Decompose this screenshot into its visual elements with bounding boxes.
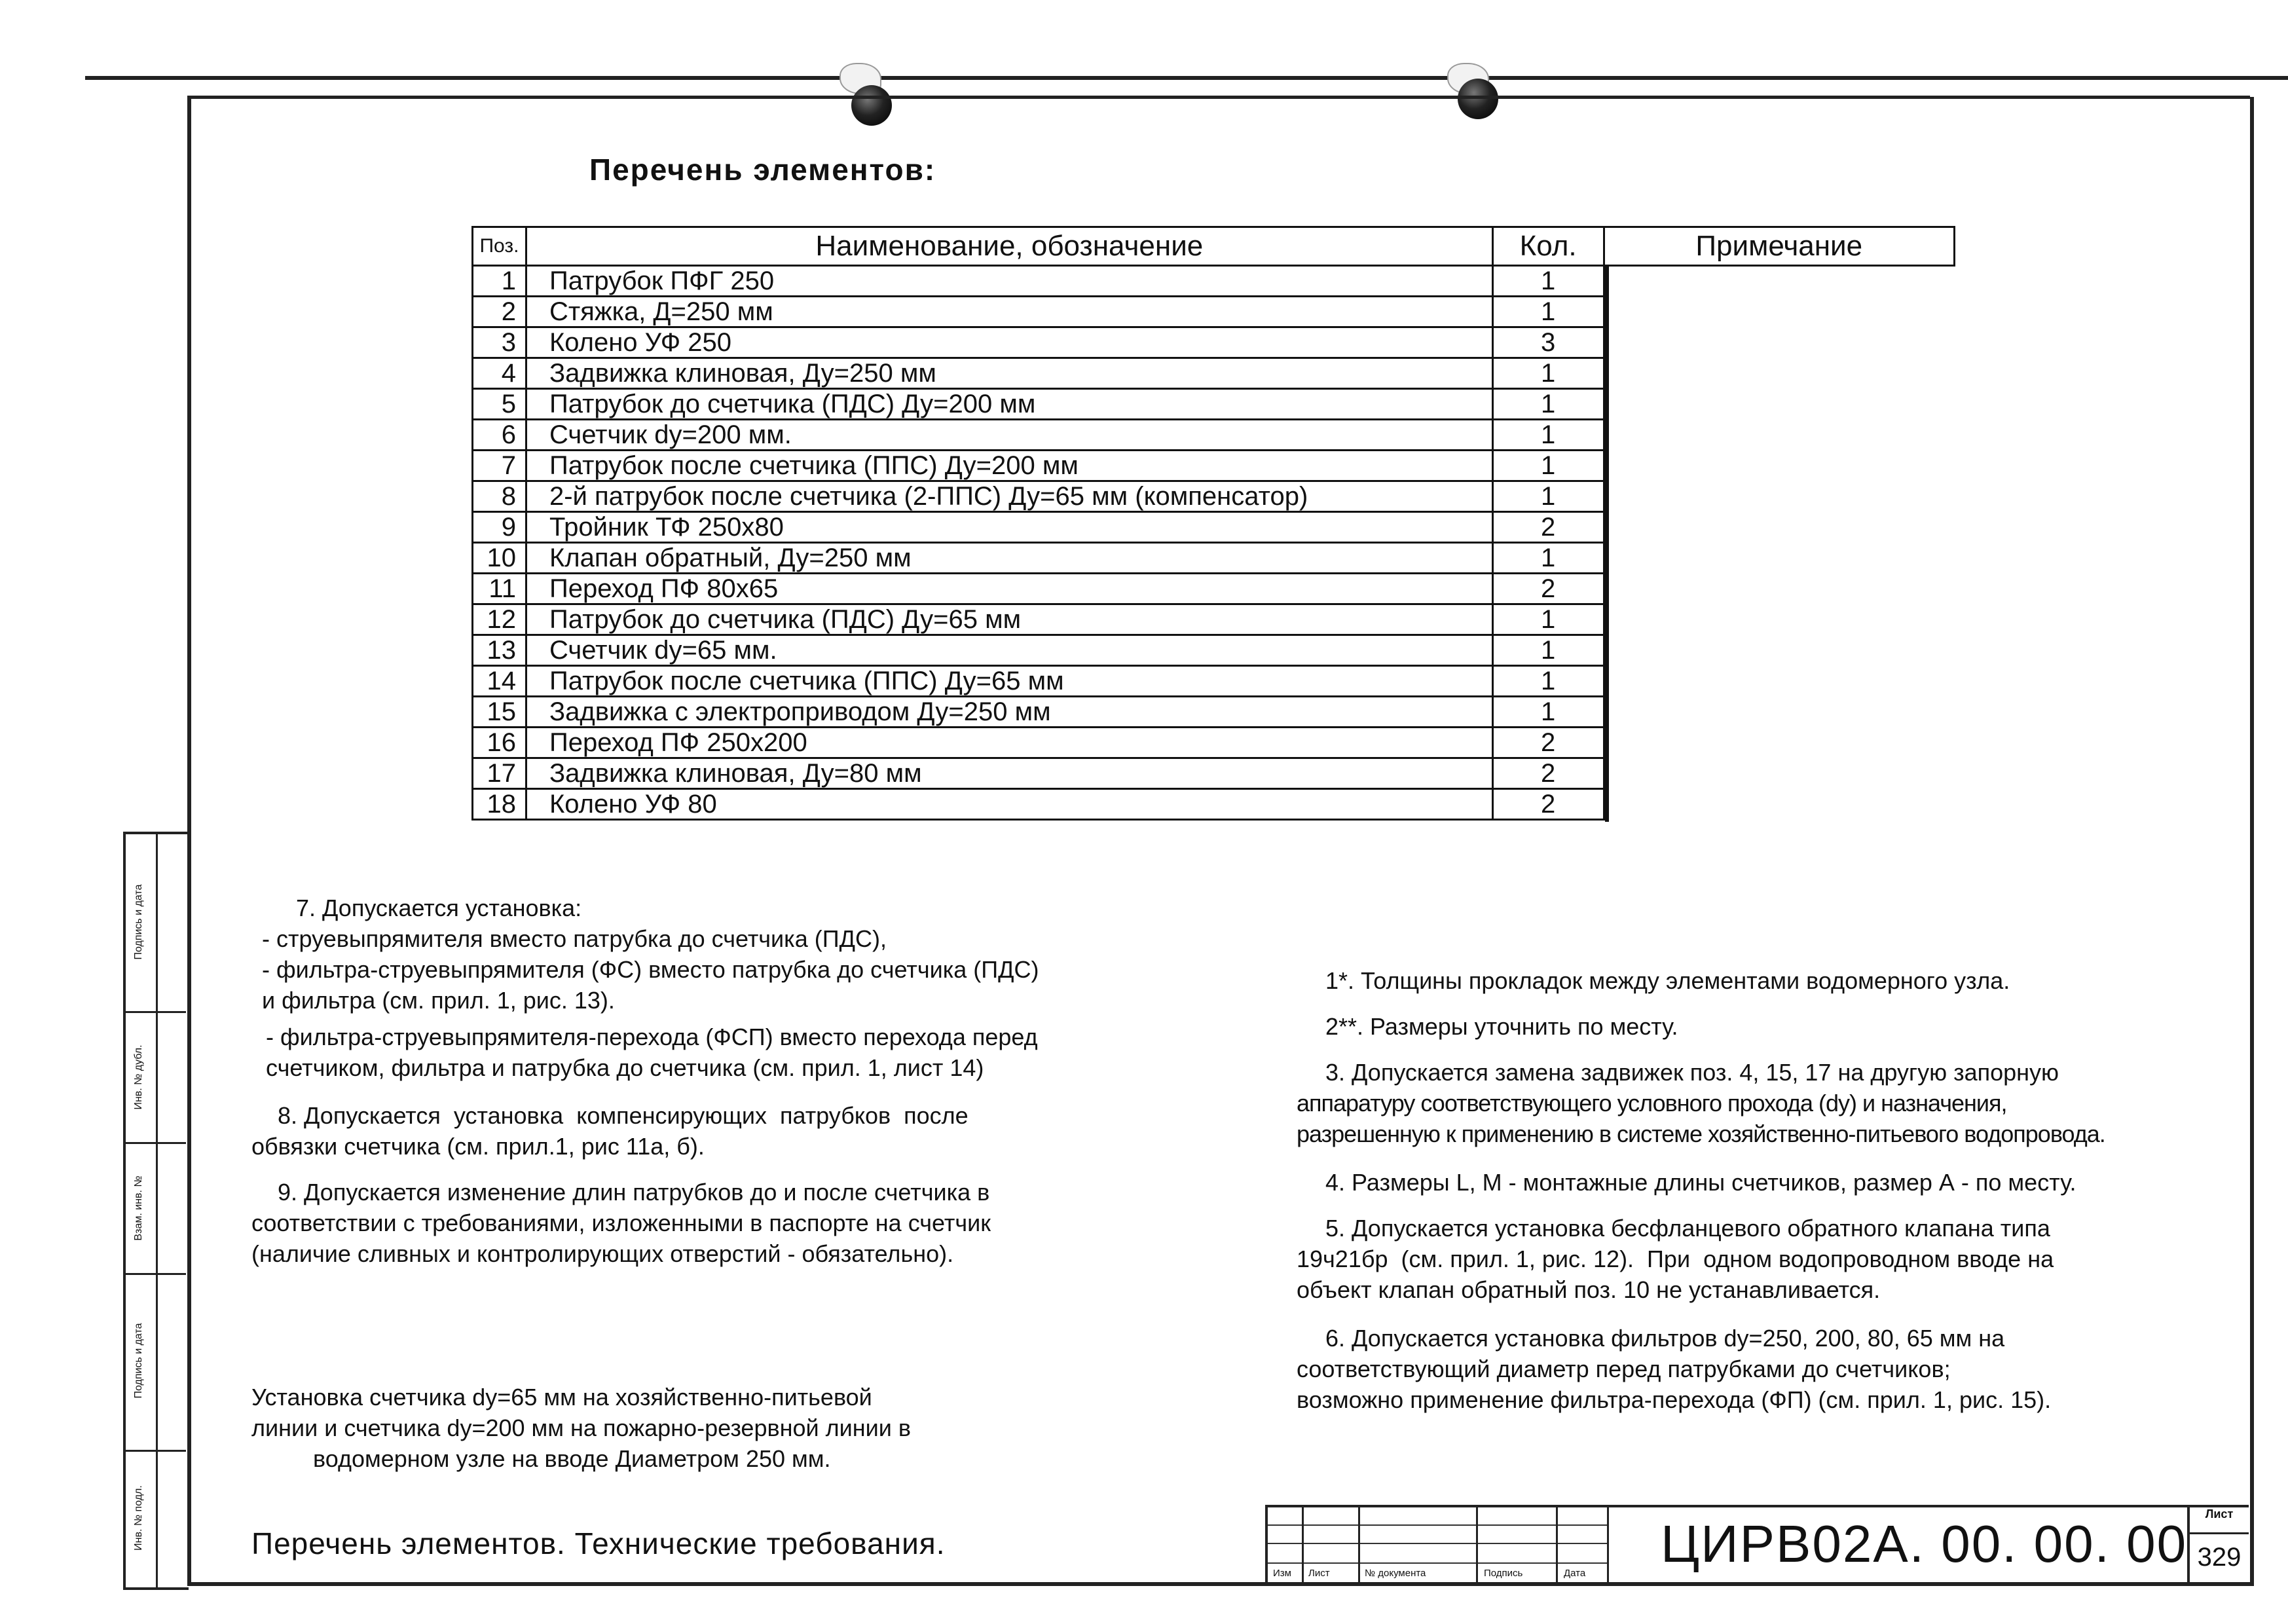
row-name: Переход ПФ 80х65 [526,574,1492,604]
row-name: Задвижка с электроприводом Ду=250 мм [526,697,1492,728]
row-note [1605,635,1609,668]
row-pos: 13 [473,635,526,666]
note-2: 2**. Размеры уточнить по месту. [1325,1013,1678,1040]
row-pos: 3 [473,327,526,358]
row-note [1605,728,1609,760]
row-qty: 1 [1492,358,1604,389]
row-qty: 1 [1492,389,1604,420]
row-note [1605,604,1609,637]
table-row [473,481,1955,512]
row-pos: 7 [473,451,526,481]
note-9-line3: (наличие сливных и контролирующих отверстий - обязательно). [251,1240,954,1267]
note-8-line2: обвязки счетчика (см. прил.1, рис 11а, б). [251,1133,705,1160]
row-note [1605,666,1609,699]
row-qty: 1 [1492,266,1604,297]
table-row [473,358,1955,389]
row-note [1605,789,1609,822]
row-qty: 2 [1492,728,1604,758]
table-row [473,266,1955,297]
row-note [1605,389,1609,422]
row-name: Патрубок после счетчика (ППС) Ду=65 мм [526,666,1492,697]
row-pos: 1 [473,266,526,297]
row-qty: 1 [1492,481,1604,512]
row-qty: 2 [1492,512,1604,543]
note-7-a: - струевыпрямителя вместо патрубка до счетчика (ПДС), [262,925,887,952]
tb-label-date: Дата [1564,1568,1586,1579]
note-8-line1: 8. Допускается установка компенсирующих патрубков после [278,1102,969,1129]
note-7-b1: - фильтра-струевыпрямителя (ФС) вместо патрубка до счетчика (ПДС) [262,956,1039,983]
row-qty: 1 [1492,697,1604,728]
stamp-label-replace-inv: Взам. инв. № [133,1175,144,1241]
table-row [473,728,1955,758]
row-qty: 1 [1492,420,1604,451]
row-note [1605,358,1609,391]
row-name: Колено УФ 250 [526,327,1492,358]
tb-label-signature: Подпись [1484,1568,1523,1579]
row-note [1605,697,1609,729]
row-pos: 18 [473,789,526,820]
row-note [1605,758,1609,791]
note-9-line1: 9. Допускается изменение длин патрубков до и после счетчика в [278,1179,990,1206]
note-4: 4. Размеры L, M - монтажные длины счетчиков, размер А - по месту. [1325,1169,2076,1196]
row-name: Патрубок после счетчика (ППС) Ду=200 мм [526,451,1492,481]
row-pos: 2 [473,297,526,327]
row-name: Счетчик dy=200 мм. [526,420,1492,451]
header-pos: Поз. [473,227,526,266]
row-name: Переход ПФ 250х200 [526,728,1492,758]
note-6-line2: соответствующий диаметр перед патрубками до счетчиков; [1297,1356,1951,1382]
row-note [1605,543,1609,576]
list-title: Перечень элементов: [589,153,936,187]
row-name: Задвижка клиновая, Ду=80 мм [526,758,1492,789]
tb-label-sheet: Лист [1308,1568,1330,1579]
table-row [473,758,1955,789]
row-qty: 2 [1492,789,1604,820]
stamp-label-sign-date-2: Подпись и дата [133,1323,144,1399]
drawing-code: ЦИРВ02А. 00. 00. 00 [1661,1515,2188,1573]
row-name: Задвижка клиновая, Ду=250 мм [526,358,1492,389]
note-7-b2: и фильтра (см. прил. 1, рис. 13). [262,987,615,1014]
elements-table [471,226,1955,821]
row-name: 2-й патрубок после счетчика (2-ППС) Ду=65 мм (компенсатор) [526,481,1492,512]
row-qty: 1 [1492,297,1604,327]
table-row [473,543,1955,574]
table-row [473,666,1955,697]
row-pos: 12 [473,604,526,635]
row-name: Патрубок до счетчика (ПДС) Ду=200 мм [526,389,1492,420]
note-9-line2: соответствии с требованиями, изложенными в паспорте на счетчик [251,1209,991,1236]
row-qty: 1 [1492,666,1604,697]
row-pos: 6 [473,420,526,451]
note-7-c1: - фильтра-струевыпрямителя-перехода (ФСП) вместо перехода перед [266,1024,1038,1050]
row-note [1605,451,1609,483]
row-note [1605,267,1609,299]
note-1: 1*. Толщины прокладок между элементами водомерного узла. [1325,967,2010,994]
note-3-line3: разрешенную к применению в системе хозяйственно-питьевого водопровода. [1297,1120,2105,1147]
tb-label-change: Изм [1273,1568,1291,1579]
note-6-line1: 6. Допускается установка фильтров dy=250, 200, 80, 65 мм на [1325,1325,2005,1352]
sheet-number: 329 [2197,1543,2242,1572]
table-row [473,635,1955,666]
row-qty: 2 [1492,758,1604,789]
table-row [473,604,1955,635]
note-5-line3: объект клапан обратный поз. 10 не устанавливается. [1297,1276,1881,1303]
row-name: Патрубок ПФГ 250 [526,266,1492,297]
note-5-line1: 5. Допускается установка бесфланцевого обратного клапана типа [1325,1215,2050,1242]
sheet-box [2187,1505,2249,1582]
table-row [473,297,1955,327]
row-pos: 8 [473,481,526,512]
top-edge-line [85,76,2288,80]
row-note [1605,481,1609,514]
row-qty: 2 [1492,574,1604,604]
table-row [473,697,1955,728]
install-line1: Установка счетчика dy=65 мм на хозяйственно-питьевой [251,1384,872,1411]
note-7-title: 7. Допускается установка: [296,895,582,921]
row-pos: 11 [473,574,526,604]
install-line2: линии и счетчика dy=200 мм на пожарно-резервной линии в [251,1414,911,1441]
row-pos: 16 [473,728,526,758]
footer-title: Перечень элементов. Технические требования. [251,1526,946,1560]
table-header-row [473,227,1955,266]
table-body [473,266,1955,820]
table-row [473,420,1955,451]
row-pos: 5 [473,389,526,420]
tb-label-document: № документа [1365,1568,1426,1579]
note-7-c2: счетчиком, фильтра и патрубка до счетчика (см. прил. 1, лист 14) [266,1054,984,1081]
side-stamp [123,832,189,1590]
row-note [1605,420,1609,452]
table-row [473,574,1955,604]
row-pos: 14 [473,666,526,697]
row-pos: 15 [473,697,526,728]
table-row [473,327,1955,358]
row-name: Клапан обратный, Ду=250 мм [526,543,1492,574]
row-name: Счетчик dy=65 мм. [526,635,1492,666]
row-qty: 1 [1492,635,1604,666]
table-row [473,512,1955,543]
note-5-line2: 19ч21бр (см. прил. 1, рис. 12). При одном водопроводном вводе на [1297,1246,2054,1272]
row-name: Стяжка, Д=250 мм [526,297,1492,327]
title-block [1265,1505,2249,1585]
table-row [473,789,1955,820]
row-pos: 9 [473,512,526,543]
row-note [1605,574,1609,606]
stamp-label-orig-inv: Инв. № подл. [133,1485,144,1551]
row-note [1605,327,1609,360]
note-3-line2: аппаратуру соответствующего условного прохода (dy) и назначения, [1297,1090,2007,1116]
header-qty: Кол. [1492,227,1604,266]
row-name: Колено УФ 80 [526,789,1492,820]
header-name: Наименование, обозначение [526,227,1492,266]
note-3-line1: 3. Допускается замена задвижек поз. 4, 15, 17 на другую запорную [1325,1059,2059,1086]
table-row [473,389,1955,420]
row-note [1605,512,1609,545]
row-qty: 1 [1492,604,1604,635]
row-qty: 1 [1492,451,1604,481]
stamp-label-sign-date-1: Подпись и дата [133,884,144,960]
table-row [473,451,1955,481]
install-line3: водомерном узле на вводе Диаметром 250 мм. [313,1445,831,1472]
row-pos: 4 [473,358,526,389]
stamp-label-dup-inv: Инв. № дубл. [133,1044,144,1110]
sheet-label: Лист [2205,1507,2234,1521]
row-name: Тройник ТФ 250х80 [526,512,1492,543]
row-pos: 17 [473,758,526,789]
row-qty: 3 [1492,327,1604,358]
row-pos: 10 [473,543,526,574]
row-note [1605,297,1609,329]
row-name: Патрубок до счетчика (ПДС) Ду=65 мм [526,604,1492,635]
note-6-line3: возможно применение фильтра-перехода (ФП) (см. прил. 1, рис. 15). [1297,1386,2052,1413]
row-qty: 1 [1492,543,1604,574]
header-note: Примечание [1604,227,1954,266]
